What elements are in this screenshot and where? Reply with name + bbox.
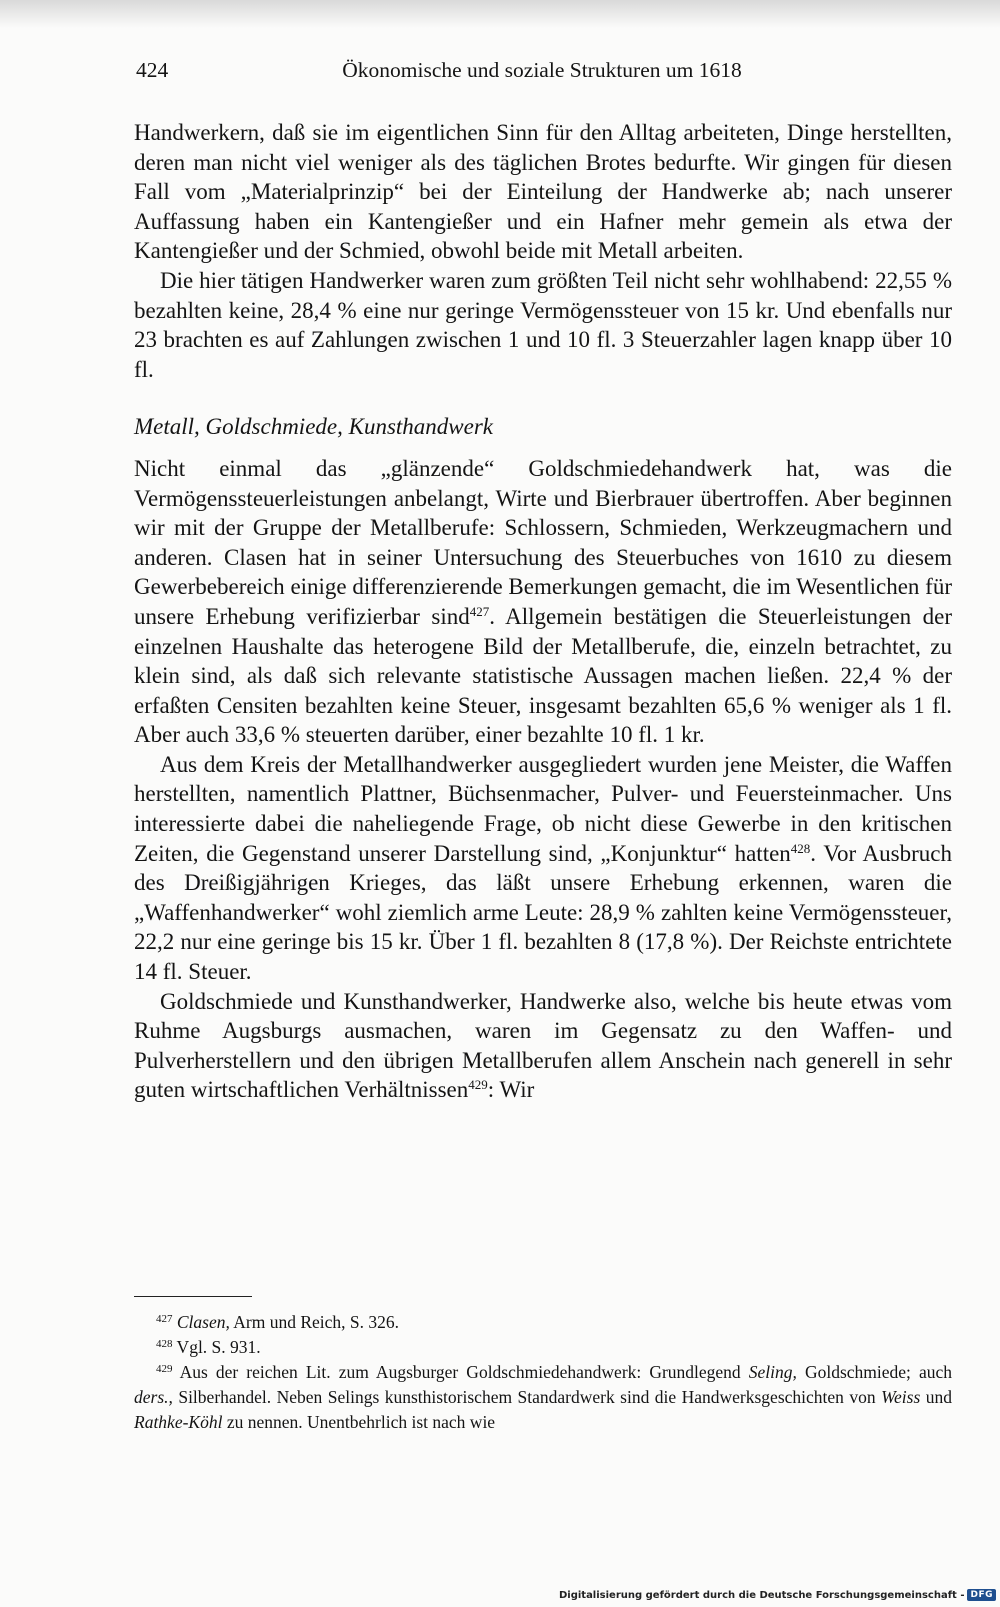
footnote-text: Silberhandel. Neben Selings kunsthistorischem Standardwerk sind die Handwerksgeschichten von	[172, 1387, 882, 1407]
footnotes	[134, 1310, 952, 1435]
paragraph	[134, 987, 952, 1105]
text-segment: Nicht einmal das „glänzende“ Goldschmiedehandwerk hat, was die Vermögenssteuerleistungen anbelangt, Wirte und Bierbrauer übertroffen. Aber beginnen wir mit der Gruppe der Metallberufe: Schlossern, Schmieden, Werkzeugmachern und anderen. Clasen hat in seiner Untersuchung des Steuerbuches von 1610 zu diesem Gewerbebereich einige differenzierende Bemerkungen gemacht, die im Wesentlichen für unsere Erhebung verifizierbar sind	[134, 455, 952, 629]
footnote-reference-429[interactable]: 429	[468, 1077, 488, 1093]
footnote-number: 428	[156, 1338, 173, 1350]
funding-text: Digitalisierung gefördert durch die Deutsche Forschungsgemeinschaft -	[558, 1589, 965, 1601]
paragraph	[134, 454, 952, 750]
footnote-427	[134, 1310, 952, 1335]
footnote-reference-428[interactable]: 428	[790, 840, 811, 856]
text-segment: Goldschmiede und Kunsthandwerker, Handwerke also, welche bis heute etwas vom Ruhme Augsburgs ausmachen, waren im Gegensatz zu den Waffen- und Pulverherstellern und den übrigen Metallberufen allem Anschein nach generell in sehr guten wirtschaftlichen Verhältnissen	[134, 988, 952, 1103]
section-heading: Metall, Goldschmiede, Kunsthandwerk	[134, 414, 494, 440]
paragraph: Die hier tätigen Handwerker waren zum größten Teil nicht sehr wohlhabend: 22,55 % bezahlten keine, 28,4 % eine nur geringe Vermögenssteuer von 15 kr. Und ebenfalls nur 23 brachten es auf Zahlungen zwischen 1 und 10 fl. 3 Steuerzahler lagen knapp über 10 fl.	[134, 267, 952, 382]
footnote-divider	[134, 1296, 252, 1297]
footnote-text: zu nennen. Unentbehrlich ist nach wie	[222, 1412, 496, 1432]
text-segment: . Vor Ausbruch des Dreißigjährigen Krieges, das läßt unsere Erhebung erkennen, waren die „Waffenhandwerker“ wohl ziemlich arme Leute: 28,9 % zahlten keine Vermögenssteuer, 22,2 nur eine geringe bis 15 kr. Über 1 fl. bezahlten 8 (17,8 %). Der Reichste entrichtete 14 fl. Steuer.	[134, 840, 952, 985]
footnote-428	[134, 1335, 952, 1360]
running-head	[136, 58, 948, 88]
footnote-number: 429	[156, 1363, 173, 1375]
author-name: Rathke-Köhl	[134, 1412, 223, 1432]
dfg-logo-icon: DFG	[967, 1589, 996, 1601]
funding-notice	[559, 1587, 996, 1603]
footnote-text: Goldschmiede; auch	[796, 1362, 953, 1382]
footnote-text: Aus der reichen Lit. zum Augsburger Goldschmiedehandwerk: Grundlegend	[172, 1362, 749, 1382]
paragraph: Handwerkern, daß sie im eigentlichen Sinn für den Alltag arbeiteten, Dinge herstellten, deren man nicht viel weniger als des täglichen Brotes bedurfte. Wir gingen für diesen Fall vom „Materialprinzip“ bei der Einteilung der Handwerke ab; nach unserer Auffassung haben ein Kantengießer und ein Hafner mehr gemein als etwa der Kantengießer und der Schmied, obwohl beide mit Metall arbeiten.	[134, 120, 952, 264]
text-segment: : Wir	[487, 1077, 535, 1103]
author-name: Seling,	[748, 1362, 797, 1382]
author-name: ders.,	[134, 1387, 173, 1407]
main-text	[134, 118, 952, 1105]
running-title: Ökonomische und soziale Strukturen um 1618	[342, 58, 742, 82]
footnote-text: und	[920, 1387, 952, 1407]
footnote-text: Arm und Reich, S. 326.	[229, 1312, 400, 1332]
footnote-number: 427	[156, 1313, 173, 1325]
author-name: Clasen,	[176, 1312, 230, 1332]
footnote-text: Vgl. S. 931.	[172, 1337, 261, 1357]
paragraph	[134, 750, 952, 987]
page-number: 424	[136, 58, 169, 82]
footnote-429	[134, 1360, 952, 1435]
text-segment: Aus dem Kreis der Metallhandwerker ausgegliedert wurden jene Meister, die Waffen herstellten, namentlich Plattner, Büchsenmacher, Pulver- und Feuersteinmacher. Uns interessierte dabei die naheliegende Frage, ob nicht diese Gewerbe in den kritischen Zeiten, die Gegenstand unserer Darstellung sind, „Konjunktur“ hatten	[134, 751, 952, 866]
author-name: Weiss	[881, 1387, 921, 1407]
text-segment: . Allgemein bestätigen die Steuerleistungen der einzelnen Haushalte das heterogene Bild der Metallberufe, die, einzeln betrachtet, zu klein sind, als daß sich relevante statistische Aussagen machen ließen. 22,4 % der erfaßten Censiten bezahlten keine Steuer, insgesamt bezahlten 65,6 % weniger als 1 fl. Aber auch 33,6 % steuerten darüber, einer bezahlte 10 fl. 1 kr.	[134, 603, 952, 748]
footnote-reference-427[interactable]: 427	[469, 603, 490, 619]
